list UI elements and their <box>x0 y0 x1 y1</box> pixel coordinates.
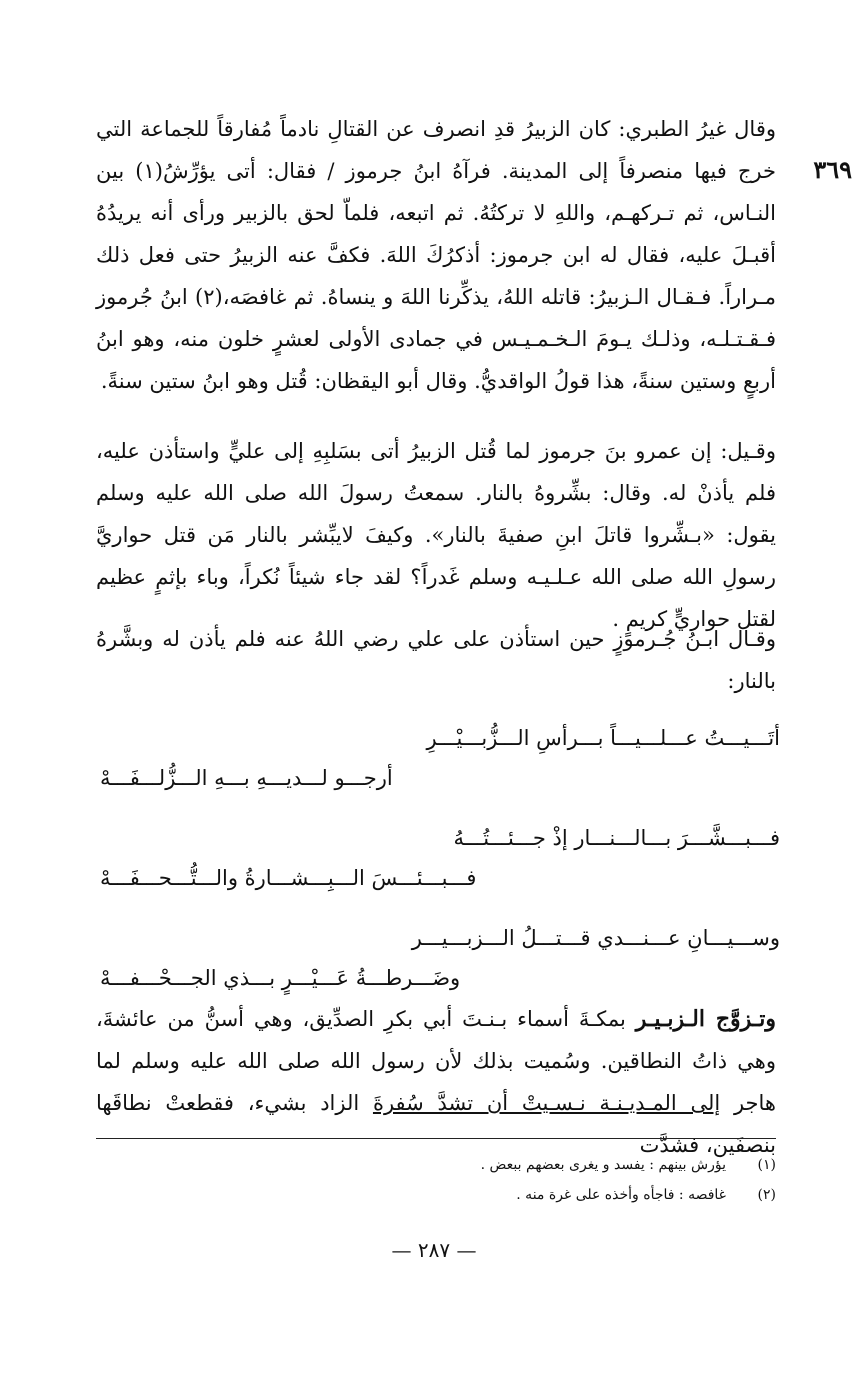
paragraph-poem-intro <box>96 618 776 702</box>
paragraph-body: بمكـةَ أسماء بـنـتَ أبي بكرِ الصدِّيق، وهي أسنُّ من عائشةَ، وهي ذاتُ النطاقين. وسُميت بذلك لأن رسول الله صلى الله عليه وسلم لما هاجر <box>96 1007 777 1115</box>
page-number: — ٢٨٧ — <box>391 1238 477 1262</box>
verse-first-hemistich: أتَـــيـــتُ عـــلـــيـــاً بـــرأسِ الـــزُّبـــيْـــرِ <box>426 726 780 750</box>
paragraph-ibn-jarmuz-announcement <box>96 430 776 640</box>
footnote-divider <box>96 1138 776 1139</box>
paragraph-death-of-zubayr <box>96 108 776 402</box>
margin-page-reference: ٣٦٩ <box>813 155 852 184</box>
poem-stanza <box>90 818 790 898</box>
footnote-marker: (٢) <box>757 1187 776 1203</box>
poem <box>90 718 790 1018</box>
paragraph-text <box>96 998 776 1166</box>
footnote-text: يؤرش بينهم : يفسد و يغرى بعضهم ببعض . <box>480 1157 726 1173</box>
footnote-item <box>96 1180 776 1210</box>
paragraph-text: وقال غيرُ الطبري: كان الزبيرُ قدِ انصرف عن القتالِ نادماً مُفارقاً للجماعة التي خرج فيها منصرفاً إلى المدينة. فرآهُ ابنُ جرموز / فقال: أتى يؤرِّشُ(١) بين النـاس، ثم تـركهـم، واللهِ لا تركتُهُ. ثم اتبعه، فلماّ لحق بالزبير ورأى أنه يريدُهُ أقبـلَ عليه، فقال له ابن جرموز: أذكرُكَ اللهَ. فكفَّ عنه الزبيرُ حتى فعل ذلك مـراراً. فـقـال الـزبيرُ: قاتله اللهُ، يذكِّرنا اللهَ و ينساهُ. ثم غافصَه،(٢) ابنُ جُرموز فـقـتـلـه، وذلـك يـومَ الـخـمـيـس في جمادى الأولى لعشرٍ خلون منه، وهو ابنُ أربعٍ وستين سنةً، هذا قولُ الواقديُّ. وقال أبو اليقظان: قُتل وهو ابنُ ستين سنةً. <box>96 117 776 393</box>
paragraph-text: وقـيل: إن عمرو بنَ جرموز لما قُتل الزبيرُ أتى بسَلبِهِ إلى عليٍّ واستأذن عليه، فلم يأذنْ له. وقال: بشِّروهُ بالنار. سمعتُ رسولَ الله صلى الله عليه وسلم يقول: «بـشِّروا قاتلَ ابنِ صفيةَ بالنار». وكيفَ لايبِّشر بالنار مَن قتل حواريَّ رسولِ الله صلى الله عـلـيـه وسلم غَدراً؟ لقد جاء شيئاً نُكراً، وباء بإثمٍ عظيم لقتل حواريٍّ كريمٍ . <box>96 439 776 631</box>
paragraph-tail: الزاد بشيء، فقطعتْ نطاقَها بنصفَين، فشدَّت <box>96 1091 776 1157</box>
verse-second-hemistich: فـــبـــئـــسَ الـــبِـــشـــارةُ والـــتُّـــحـــفَـــهْ <box>100 866 477 890</box>
verse-second-hemistich: وضَـــرطـــةُ عَـــيْـــرٍ بـــذي الجـــحْـــفـــهْ <box>100 966 461 990</box>
verse-first-hemistich: وســـيـــانِ عـــنـــدي قـــتـــلُ الـــزبـــيـــر <box>411 926 780 950</box>
footnote-marker: (١) <box>757 1157 776 1173</box>
footnotes <box>96 1150 776 1210</box>
paragraph-marriage-asma <box>96 998 776 1166</box>
paragraph-lead-bold: وتـزوَّج الـزبـيـر <box>635 1006 776 1032</box>
paragraph-text: وقـال ابـنُ جُـرموزٍ حين استأذن على علي رضي اللهُ عنه فلم يأذن له وبشَّرهُ بالنار: <box>96 627 776 693</box>
poem-stanza <box>90 718 790 798</box>
footnote-text: غافصه : فاجأه وأخذه على غرة منه . <box>516 1187 726 1203</box>
poem-stanza <box>90 918 790 998</box>
footnote-item <box>96 1150 776 1180</box>
underlined-phrase: إلى المـديـنـة نـسـيتْ أن تشدَّ سُفرةَ <box>372 1091 721 1115</box>
verse-second-hemistich: أرجـــو لـــديـــهِ بـــهِ الـــزُّلـــفَـــهْ <box>100 766 393 790</box>
verse-first-hemistich: فـــبـــشَّـــرَ بـــالـــنـــار إذْ جـــئـــتُـــهُ <box>453 826 780 850</box>
